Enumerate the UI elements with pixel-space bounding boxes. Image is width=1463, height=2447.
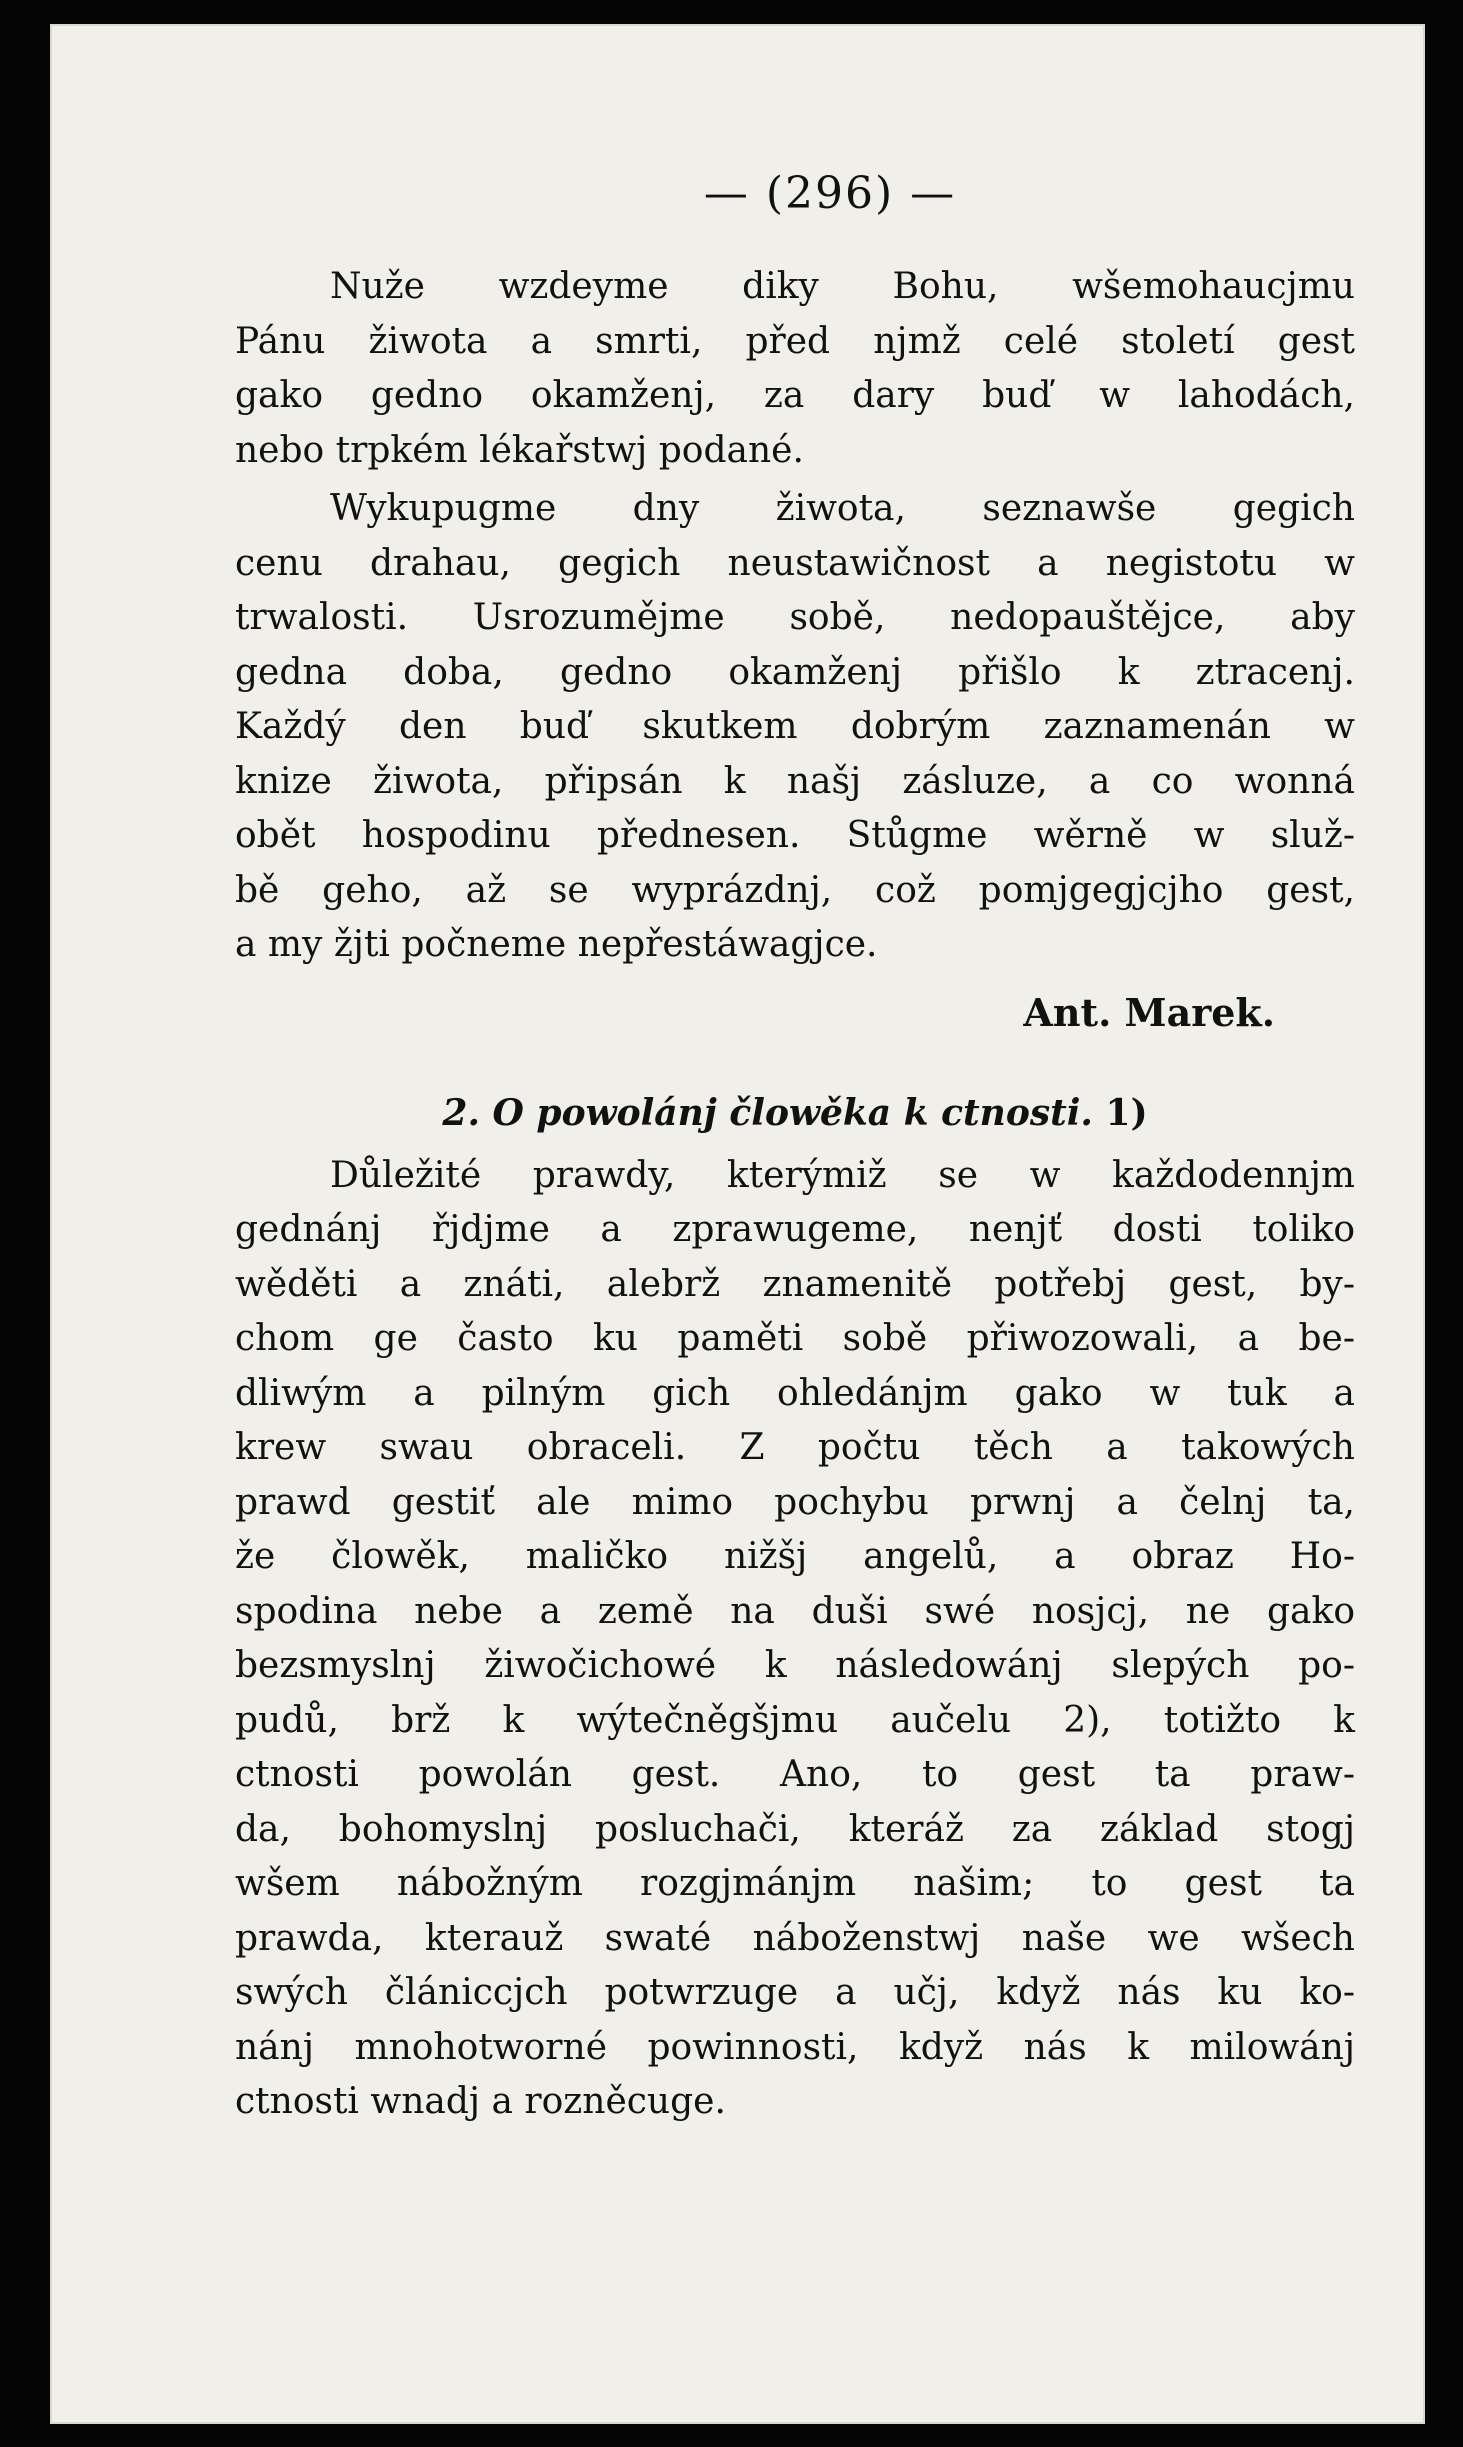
paragraph-3 [235,1149,1355,2130]
text-line: že člowěk, maličko nižšj angelů, a obraz Ho- [235,1536,1355,1577]
text-line: cenu drahau, gegich neustawičnost a negistotu w [235,542,1355,584]
text-line: wěděti a znáti, alebrž znamenitě potřebj gest, by- [235,1263,1355,1305]
text-line: krew swau obraceli. Z počtu těch a takowých [235,1427,1355,1468]
text-line: da, bohomyslnj posluchači, kteráž za základ stogj [235,1808,1355,1850]
text-line: prawda, kterauž swaté náboženstwj naše we wšech [235,1917,1355,1959]
text-line: Důležité prawdy, kterýmiž se w každodennjm [330,1154,1355,1196]
book-page [50,24,1425,2424]
text-line: pudů, brž k wýtečněgšjmu aučelu 2), totižto k [235,1699,1355,1741]
text-line: bezsmyslnj žiwočichowé k následowánj slepých po- [235,1645,1355,1686]
text-line: knize žiwota, připsán k našj zásluze, a co wonná [235,760,1355,802]
text-line: nánj mnohotworné powinnosti, když nás k milowánj [235,2026,1355,2068]
text-line: dliwým a pilným gich ohledánjm gako w tuk a [235,1372,1355,1414]
page-number-header: — (296) — [703,168,957,219]
text-line: obět hospodinu přednesen. Stůgme wěrně w služ- [235,815,1355,856]
text-line: Každý den buď skutkem dobrým zaznamenán w [235,706,1355,747]
text-line: prawd gestiť ale mimo pochybu prwnj a čelnj ta, [235,1481,1355,1523]
paragraph-2 [235,482,1355,973]
text-line: gednánj řjdjme a zprawugeme, nenjť dosti toliko [235,1209,1355,1250]
text-line: trwalosti. Usrozumějme sobě, nedopauštějce, aby [235,597,1355,638]
text-line: ctnosti wnadj a rozněcuge. [235,2081,726,2122]
section-heading [235,1083,1355,1143]
text-line: nebo trpkém lékařstwj podané. [235,429,804,471]
text-line: gedna doba, gedno okamženj přišlo k ztracenj. [235,651,1355,693]
text-line: Nuže wzdeyme diky Bohu, wšemohaucjmu [330,266,1355,307]
section-number: 2. [442,1091,480,1134]
text-line: Wykupugme dny žiwota, seznawše gegich [330,488,1355,529]
text-line: bě geho, až se wyprázdnj, což pomjgegjcjho gest, [235,869,1355,911]
text-line: a my žjti počneme nepřestáwagjce. [235,924,878,965]
section-title-text: O powolánj člowěka k ctnosti. [492,1091,1093,1134]
text-line: gako gedno okamženj, za dary buď w lahodách, [235,375,1355,416]
text-line: spodina nebe a země na duši swé nosjcj, ne gako [235,1590,1355,1632]
text-line: chom ge často ku paměti sobě přiwozowali, a be- [235,1318,1355,1359]
author-signature: Ant. Marek. [1023,989,1275,1035]
text-line: Pánu žiwota a smrti, před njmž celé století gest [235,320,1355,362]
page-text [235,164,1355,2130]
footnote-marker: 1) [1105,1091,1148,1134]
text-line: wšem nábožným rozgjmánjm našim; to gest ta [235,1863,1355,1904]
text-line: swých člániccjch potwrzuge a učj, když nás ku ko- [235,1972,1355,2013]
text-line: ctnosti powolán gest. Ano, to gest ta praw- [235,1754,1355,1795]
paragraph-1 [235,260,1355,478]
